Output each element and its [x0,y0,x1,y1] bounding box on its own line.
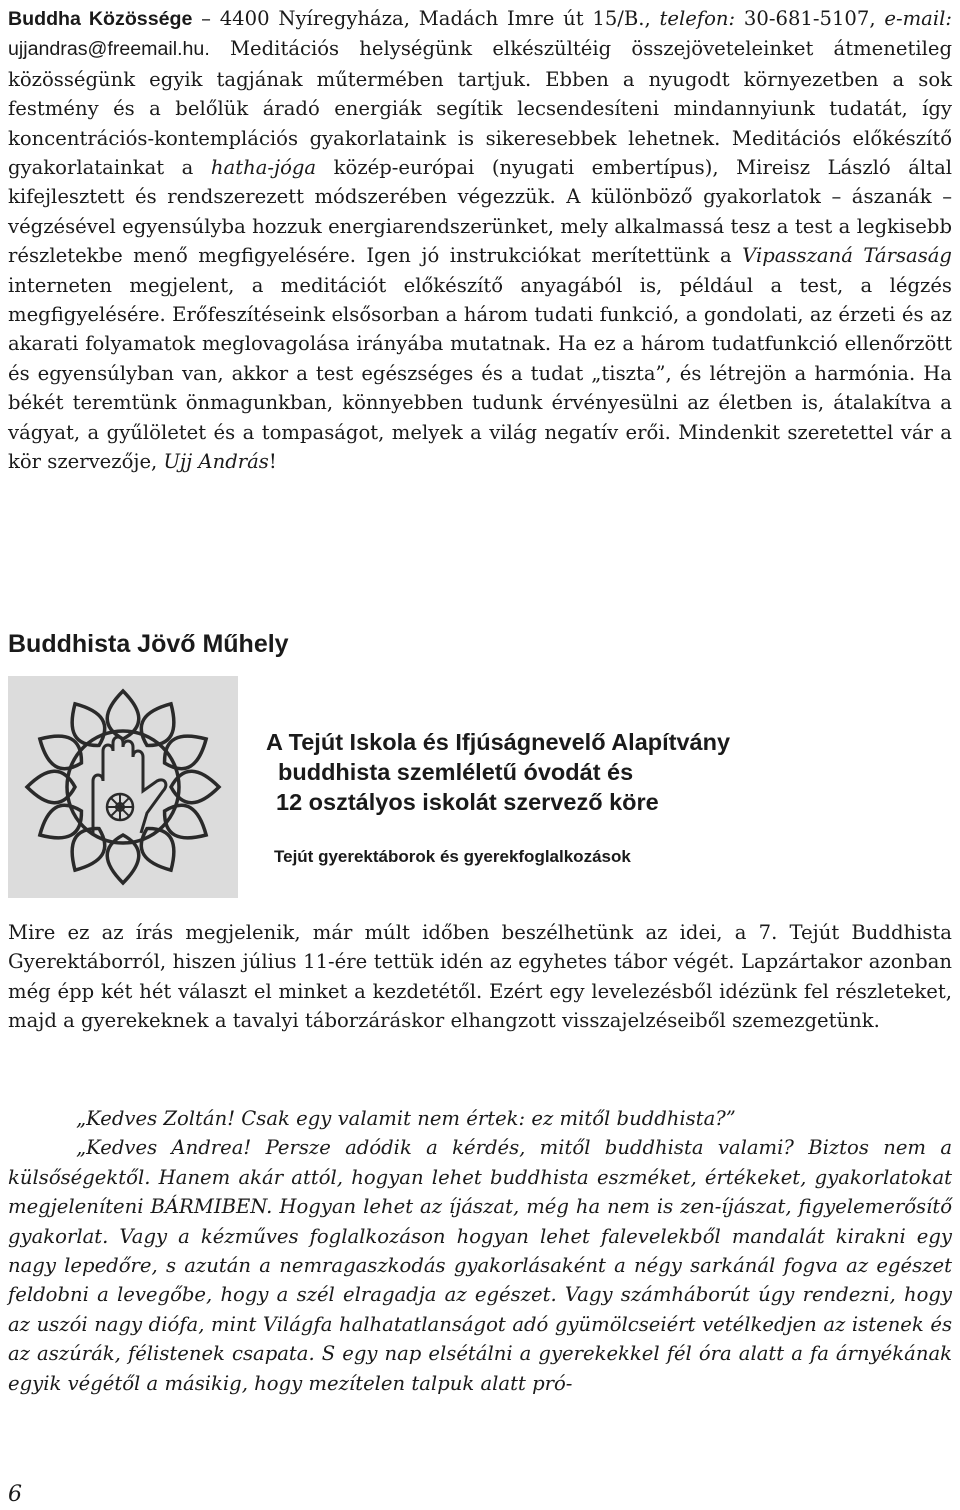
intro-paragraph [8,4,952,477]
letters-quote [8,1104,952,1398]
author-name: Ujj András [163,450,269,474]
intro-text-3: interneten megjelent, a meditációt előkészítő anyagából is, például a test, a légzés megfigyelésére. Erőfeszítéseink elsősorban a három tudati funkció, a gondolati, az érzeti és az akarati folyamatok meglovagolása irányába mutatnak. Ha ez a három tudatfunkció ellenőrzött és egyensúlyban van, akkor a test egészséges és a tudat „tiszta”, és létrejön a harmónia. Ha békét teremtünk önmagunkban, könnyebben tudunk érvényesülni az életben is, átalakítva a vágyat, a gyűlöletet és a tompaságot, melyek a világ negatív erői. Mindenkit szeretettel vár a kör szervezője, [8,273,952,474]
letter-question [8,1104,952,1133]
letter-answer-text: „Kedves Andrea! Persze adódik a kérdés, mitől buddhista valami? Biztos nem a külsőségektől. Hanem akár attól, hogyan lehet buddhista eszméket, értékeket, gyakorlatokat megjeleníteni BÁRMIBEN. Hogyan lehet az íjászat, még ha nem is zen-íjászat, figyelemerősítő gyakorlat. Vagy a kézműves foglalkozáson hogyan lehet falevelekből mandalát kirakni egy nagy lepedőre, s azután a nemragaszkodás gyakorlásaként a négy sarkánál fogva az egészet feldobni a levegőbe, hogy a szél elragadja az egészet. Vagy számháborút úgy rendezni, hogy az uszói nagy diófa, mint Világfa halhatatlanságot adó gyümölcseiért vetélkedjen az istenek és az aszúrák, félistenek csapata. S egy nap elsétálni a gyerekekkel fél óra alatt a fa árnyékának egyik végétől a másikig, hogy mezítelen talpuk alatt pró- [8,1136,952,1395]
hatha-term: hatha-jóga [210,156,317,180]
phone-label: telefon: [659,7,736,30]
intro-text-1: Meditációs helységünk elkészültéig összejöveteleinket átmenetileg közösségünk egyik tagjának műtermében tartjuk. Ebben a nyugodt környezetben a sok festmény és a belőlük áradó energiák segítik lecsendesíteni mindannyiunk tudatát, így koncentrációs-kontemplációs gyakorlataink is sikeresebbek lehetnek. Meditációs előkészítő gyakorlatainkat a [8,37,953,180]
dash: – [192,7,220,30]
email-label: e-mail: [884,7,952,30]
phone: 30-681-5107, [743,7,876,30]
letter-answer [8,1133,952,1398]
address: 4400 Nyíregyháza, Madách Imre út 15/B., [219,7,651,30]
lotus-hand-icon [8,676,238,898]
announcement-line-2: buddhista szemléletű óvodát és [278,759,634,785]
intro-end: ! [268,450,277,474]
announcement [266,727,730,867]
intro-text-2: közép-európai (nyugati embertípus), Mireisz László által kifejlesztett és rendszerezett módszerében végezzük. A különböző gyakorlatok – ászanák – végzésével egyensúlyba hozzuk energiarendszerünket, mely alkalmassá tesz a test a legkisebb részletekbe menő megfigyelésére. Igen jó instrukciókat merítettünk a [8,156,953,268]
org-name: Buddha Közössége [8,8,193,30]
letter-question-text: „Kedves Zoltán! Csak egy valamit nem értek: ez mitől buddhista?” [76,1107,736,1130]
announcement-line-1: A Tejút Iskola és Ifjúságnevelő Alapítvány [266,729,731,755]
body-paragraph: Mire ez az írás megjelenik, már múlt időben beszélhetünk az idei, a 7. Tejút Buddhista Gyerektáborról, hiszen július 11-ére tettük idén az egyhetes tábor végét. Lapzártakor azonban még épp két hét választ el minket a kezdetétől. Ezért egy levelezésből idézünk fel részleteket, majd a gyerekeknek a tavalyi táborzáráskor elhangzott visszajelzéseiből szemezgetünk. [8,921,952,1033]
vipassana-term: Vipasszaná Társaság [742,244,952,268]
section-title: Buddhista Jövő Műhely [8,630,289,658]
page-number: 6 [8,1482,22,1507]
lotus-hand-logo [8,676,238,898]
email: ujjandras@freemail.hu. [8,38,210,61]
announcement-subtitle: Tejút gyerektáborok és gyerekfoglalkozások [274,847,631,866]
announcement-line-3: 12 osztályos iskolát szervező köre [276,789,659,815]
